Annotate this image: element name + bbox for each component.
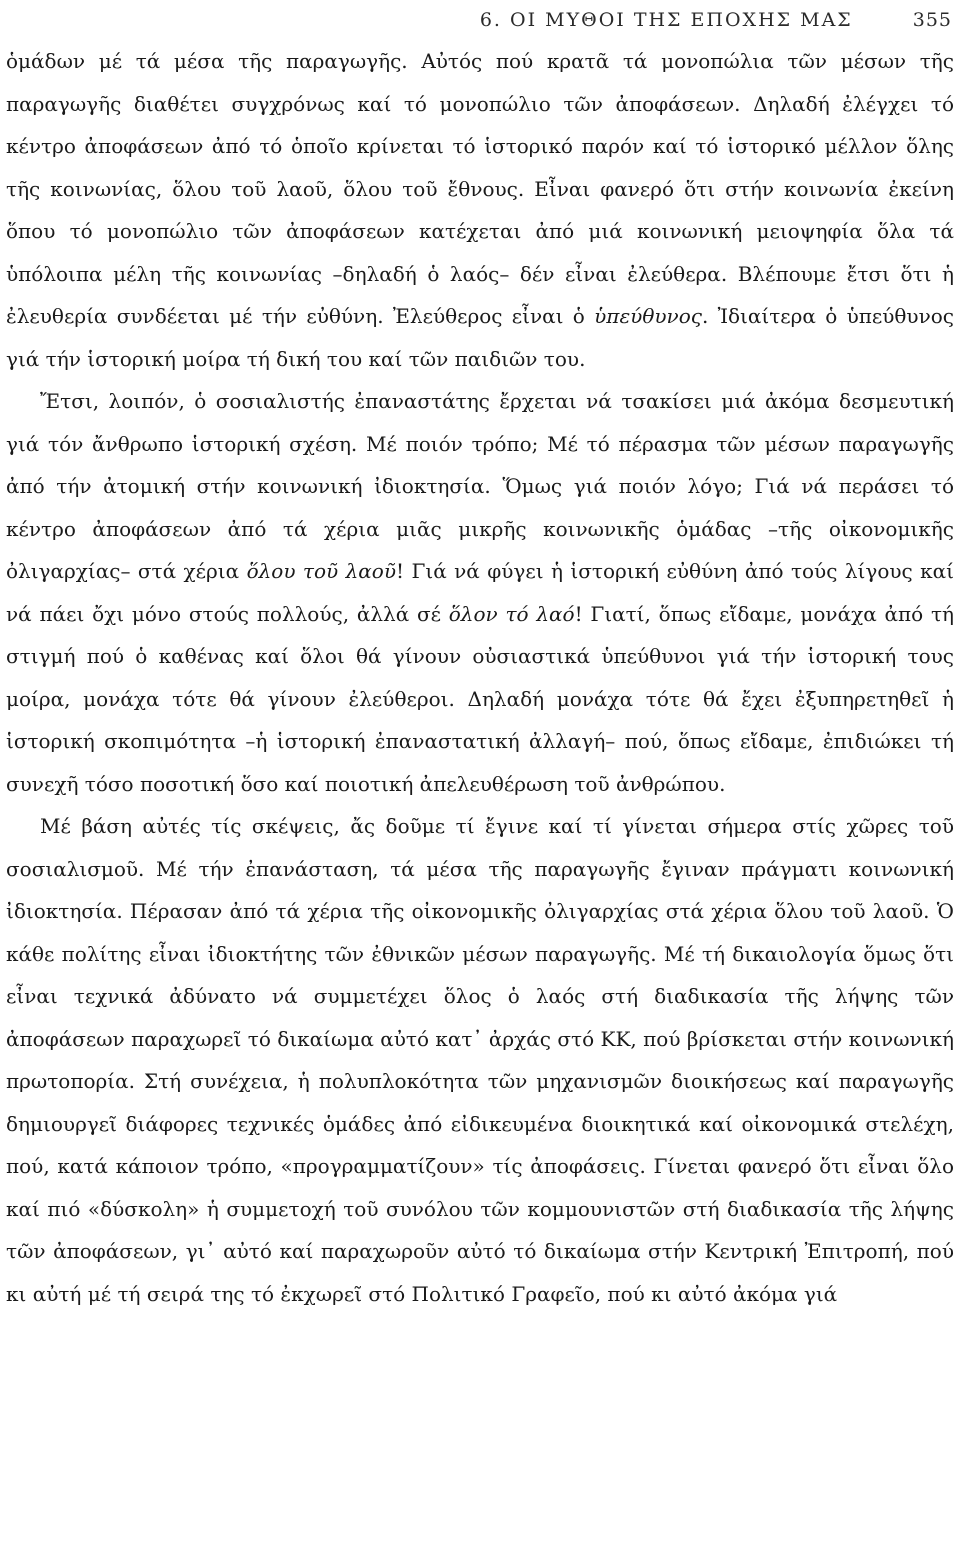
text-segment: ὁμάδων μέ τά μέσα τῆς παραγωγῆς. Αὐτός πού κρατᾶ τά μονοπώλια τῶν μέσων τῆς παραγωγῆς διαθέτει συγχρόνως καί τό μονοπώλιο τῶν ἀποφάσεων. Δηλαδή ἐλέγχει τό κέντρο ἀποφάσεων ἀπό τό ὁποῖο κρίνεται τό ἱστορικό παρόν καί τό ἱστορικό μέλλον ὅλης τῆς κοινωνίας, ὅλου τοῦ λαοῦ, ὅλου τοῦ ἔθνους. Εἶναι φανερό ὅτι στήν κοινωνία ἐκείνη ὅπου τό μονοπώλιο τῶν ἀποφάσεων κατέχεται ἀπό μιά κοινωνική μειοψηφία ὅλα τά ὑπόλοιπα μέλη τῆς κοινωνίας –δηλαδή ὁ λαός– δέν εἶναι ἐλεύθερα. Βλέπουμε ἔτσι ὅτι ἡ ἐλευθερία συνδέεται μέ τήν εὐθύνη. Ἐλεύθερος εἶναι ὁ bbox=[6, 49, 954, 328]
text-segment: . Ἰδιαίτερα ὁ ὑπεύθυνος γιά τήν ἱστορική μοίρα τή δική του καί τῶν παιδιῶν του. bbox=[6, 304, 954, 371]
paragraph-1 bbox=[6, 40, 954, 380]
paragraph-2 bbox=[6, 380, 954, 805]
text-segment: Μέ βάση αὐτές τίς σκέψεις, ἄς δοῦμε τί ἔγινε καί τί γίνεται σήμερα στίς χῶρες τοῦ σοσιαλισμοῦ. Μέ τήν ἐπανάσταση, τά μέσα τῆς παραγωγῆς ἔγιναν πράγματι κοινωνική ἰδιοκτησία. Πέρασαν ἀπό τά χέρια τῆς οἰκονομικῆς ὀλιγαρχίας στά χέρια ὅλου τοῦ λαοῦ. Ὁ κάθε πολίτης εἶναι ἰδιοκτήτης τῶν ἐθνικῶν μέσων παραγωγῆς. Μέ τή δικαιολογία ὅμως ὅτι εἶναι τεχνικά ἀδύνατο νά συμμετέχει ὅλος ὁ λαός στή διαδικασία τῆς λήψης τῶν ἀποφάσεων παραχωρεῖ τό δικαίωμα αὐτό κατ᾽ ἀρχάς στό ΚΚ, πού βρίσκεται στήν κοινωνική πρωτοπορία. Στή συνέχεια, ἡ πολυπλοκότητα τῶν μηχανισμῶν διοικήσεως καί παραγωγῆς δημιουργεῖ διάφορες τεχνικές ὁμάδες ἀπό εἰδικευμένα διοικητικά καί οἰκονομικά στελέχη, πού, κατά κάποιον τρόπο, «προγραμματίζουν» τίς ἀποφάσεις. Γίνεται φανερό ὅτι εἶναι ὅλο καί πιό «δύσκολη» ἡ συμμετοχή τοῦ συνόλου τῶν κομμουνιστῶν στή διαδικασία τῆς λήψης τῶν ἀποφάσεων, γι᾽ αὐτό καί παραχωροῦν αὐτό τό δικαίωμα στήν Κεντρική Ἐπιτροπή, πού κι αὐτή μέ τή σειρά της τό ἐκχωρεῖ στό Πολιτικό Γραφεῖο, πού κι αὐτό ἀκόμα γιά bbox=[6, 814, 954, 1306]
text-segment: ! Γιατί, ὅπως εἴδαμε, μονάχα ἀπό τή στιγμή πού ὁ καθένας καί ὅλοι θά γίνουν οὐσιαστικά ὑπεύθυνοι γιά τήν ἱστορική τους μοίρα, μονάχα τότε θά γίνουν ἐλεύθεροι. Δηλαδή μονάχα τότε θά ἔχει ἐξυπηρετηθεῖ ἡ ἱστορική σκοπιμότητα –ἡ ἱστορική ἐπαναστατική ἀλλαγή– πού, ὅπως εἴδαμε, ἐπιδιώκει τή συνεχῆ τόσο ποσοτική ὅσο καί ποιοτική ἀπελευθέρωση τοῦ ἀνθρώπου. bbox=[6, 601, 954, 796]
text-segment: Ἔτσι, λοιπόν, ὁ σοσιαλιστής ἐπαναστάτης ἔρχεται νά τσακίσει μιά ἀκόμα δεσμευτική γιά τόν ἄνθρωπο ἱστορική σχέση. Μέ ποιόν τρόπο; Μέ τό πέρασμα τῶν μέσων παραγωγῆς ἀπό τήν ἀτομική στήν κοινωνική ἰδιοκτησία. Ὅμως γιά ποιόν λόγο; Γιά νά περάσει τό κέντρο ἀποφάσεων ἀπό τά χέρια μιᾶς μικρῆς κοινωνικῆς ὁμάδας –τῆς οἰκονομικῆς ὀλιγαρχίας– στά χέρια bbox=[6, 389, 954, 583]
chapter-title: 6. ΟΙ ΜΥΘΟΙ ΤΗΣ ΕΠΟΧΗΣ ΜΑΣ bbox=[479, 9, 853, 31]
text-segment: ! Γιά νά φύγει ἡ ἱστορική εὐθύνη ἀπό τούς λίγους καί νά πάει ὄχι μόνο στούς πολλούς, ἀλλά σέ bbox=[6, 559, 954, 626]
body-text bbox=[6, 40, 954, 1315]
paragraph-3 bbox=[6, 805, 954, 1315]
italic-segment: ὅλον τό λαό bbox=[448, 601, 575, 626]
italic-segment: ὑπεύθυνος bbox=[594, 304, 702, 328]
running-header bbox=[0, 0, 952, 40]
page-number: 355 bbox=[912, 9, 952, 31]
italic-segment: ὅλου τοῦ λαοῦ bbox=[246, 559, 396, 583]
